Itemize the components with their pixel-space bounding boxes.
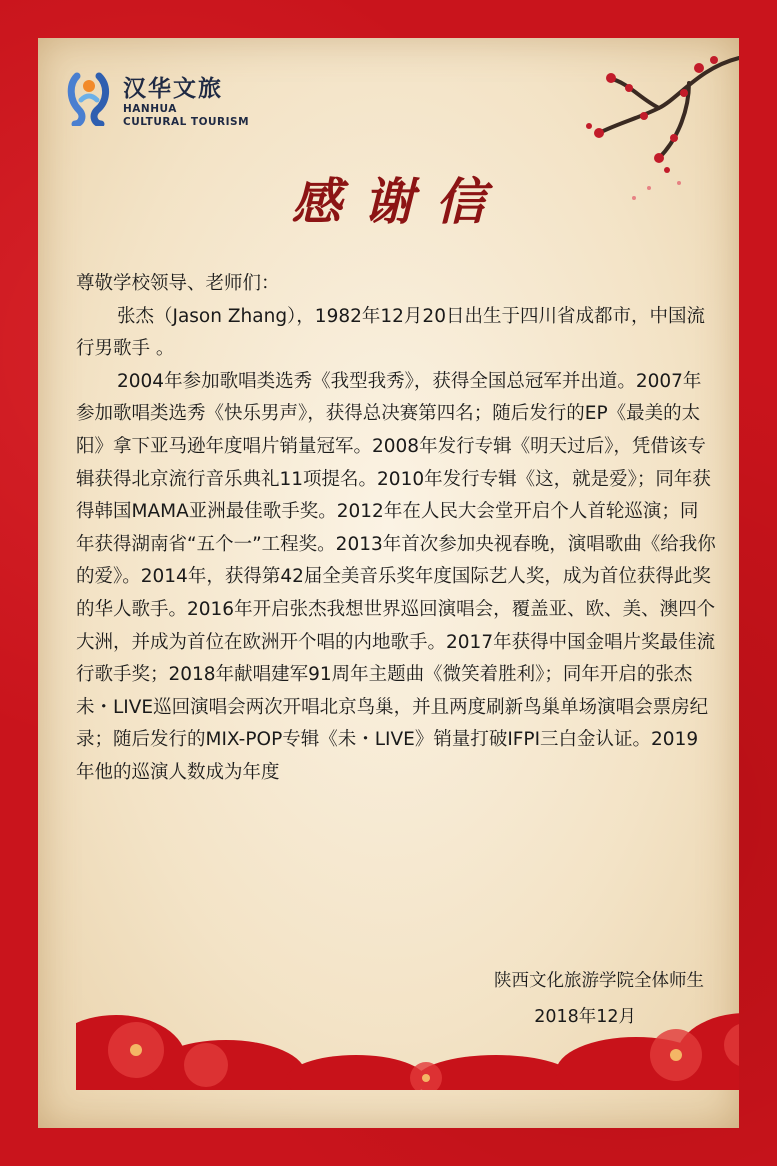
brand-name-cn: 汉华文旅 bbox=[123, 76, 223, 102]
paragraph-2: 2004年参加歌唱类选秀《我型我秀》，获得全国总冠军并出道。2007年参加歌唱类选秀《快乐男声》，获得总决赛第四名；随后发行的EP《最美的太阳》拿下亚马逊年度唱片销量冠军。2008年发行专辑《明天过后》，凭借该专辑获得北京流行音乐典礼11项提名。2010年发行专辑《这，就是爱》；同年获得韩国MAMA亚洲最佳歌手奖。2012年在人民大会堂开启个人首轮巡演；同年获得湖南省“五个一”工程奖。2013年首次参加央视春晚，演唱歌曲《给我你的爱》。2014年，获得第42届全美音乐奖年度国际艺人奖，成为首位获得此奖的华人歌手。2016年开启张杰我想世界巡回演唱会，覆盖亚、欧、美、澳四个大洲，并成为首位在欧洲开个唱的内地歌手。2017年获得中国金唱片奖最佳流行歌手奖；2018年献唱建军91周年主题曲《微笑着胜利》；同年开启的张杰未・LIVE巡回演唱会两次开唱北京鸟巢，并且两度刷新鸟巢单场演唱会票房纪录；随后发行的MIX-POP专辑《未・LIVE》销量打破IFPI三白金认证。2019年他的巡演人数成为年度 bbox=[76, 370, 716, 783]
salutation: 尊敬学校领导、老师们： bbox=[76, 273, 280, 294]
signature: 陕西文化旅游学院全体师生 bbox=[494, 971, 704, 991]
letter-date: 2018年12月 bbox=[534, 1007, 636, 1027]
signature-block bbox=[494, 963, 704, 1035]
letter-body bbox=[76, 268, 716, 790]
brand-name-en-line1: HANHUA bbox=[123, 103, 177, 115]
hanhua-logo-icon bbox=[67, 70, 111, 126]
letter-title: 感谢信 bbox=[291, 172, 508, 231]
brand-logo bbox=[67, 70, 267, 130]
paragraph-1: 张杰（Jason Zhang），1982年12月20日出生于四川省成都市，中国流行男歌手 。 bbox=[76, 305, 705, 360]
brand-name-en-line2: CULTURAL TOURISM bbox=[123, 116, 250, 128]
